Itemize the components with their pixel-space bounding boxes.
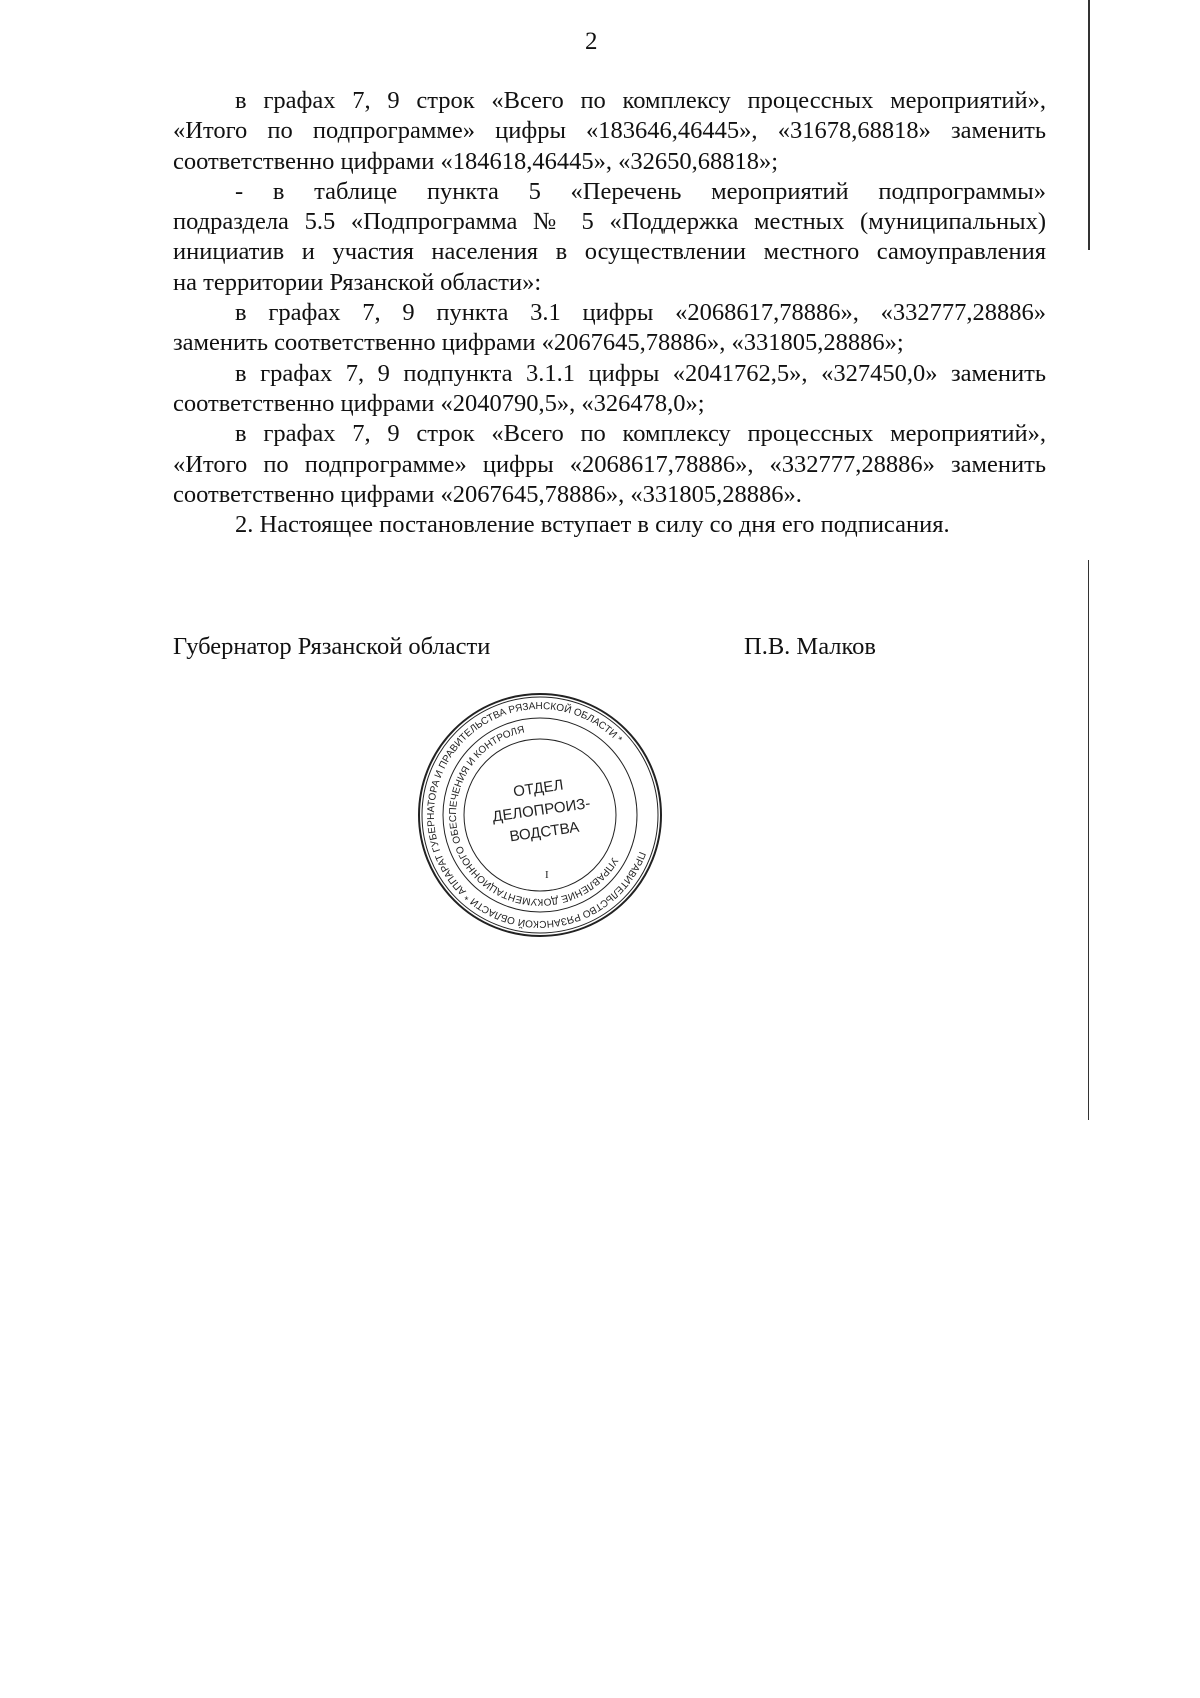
paragraph-line: подраздела 5.5 «Подпрограмма № 5 «Поддержка местных (муниципальных) <box>173 208 1046 236</box>
paragraph-line: - в таблице пункта 5 «Перечень мероприятий подпрограммы» <box>235 177 1046 205</box>
paragraph-line: «Итого по подпрограмме» цифры «2068617,78886», «332777,28886» заменить <box>173 450 1046 478</box>
paragraph-line: в графах 7, 9 подпункта 3.1.1 цифры «2041762,5», «327450,0» заменить <box>235 359 1046 387</box>
seal-inner-text: УПРАВЛЕНИЕ ДОКУМЕНТАЦИОННОГО ОБЕСПЕЧЕНИЯ И КОНТРОЛЯ <box>447 724 620 908</box>
seal-center-line: ВОДСТВА <box>508 818 581 846</box>
paragraph-line: инициатив и участия населения в осуществлении местного самоуправления <box>173 238 1046 266</box>
paragraph-line: 2. Настоящее постановление вступает в силу со дня его подписания. <box>235 511 950 539</box>
seal-number: I <box>545 869 549 881</box>
paragraph-line: соответственно цифрами «2067645,78886», «331805,28886». <box>173 480 802 508</box>
document-body <box>173 86 1046 540</box>
signatory-position: Губернатор Рязанской области <box>173 633 491 660</box>
official-seal <box>415 690 665 940</box>
paragraph-line: «Итого по подпрограмме» цифры «183646,46445», «31678,68818» заменить <box>173 117 1046 145</box>
seal-center-line: ОТДЕЛ <box>512 776 565 801</box>
scan-edge <box>1088 560 1089 1120</box>
paragraph-line: соответственно цифрами «184618,46445», «32650,68818»; <box>173 147 779 175</box>
page-number: 2 <box>585 28 598 55</box>
paragraph-line: в графах 7, 9 пункта 3.1 цифры «2068617,78886», «332777,28886» <box>235 299 1046 327</box>
paragraph-line: соответственно цифрами «2040790,5», «326478,0»; <box>173 389 705 417</box>
scan-edge <box>1088 0 1090 250</box>
paragraph-line: заменить соответственно цифрами «2067645,78886», «331805,28886»; <box>173 329 904 357</box>
paragraph-line: в графах 7, 9 строк «Всего по комплексу процессных мероприятий», <box>235 420 1046 448</box>
paragraph-line: в графах 7, 9 строк «Всего по комплексу процессных мероприятий», <box>235 87 1046 114</box>
signatory-name: П.В. Малков <box>744 633 876 660</box>
seal-center-line: ДЕЛОПРОИЗ- <box>491 794 592 826</box>
paragraph-line: на территории Рязанской области»: <box>173 268 542 296</box>
seal-outer-text: ПРАВИТЕЛЬСТВО РЯЗАНСКОЙ ОБЛАСТИ * АППАРАТ ГУБЕРНАТОРА И ПРАВИТЕЛЬСТВА РЯЗАНСКОЙ ОБЛАСТИ * <box>425 700 648 930</box>
